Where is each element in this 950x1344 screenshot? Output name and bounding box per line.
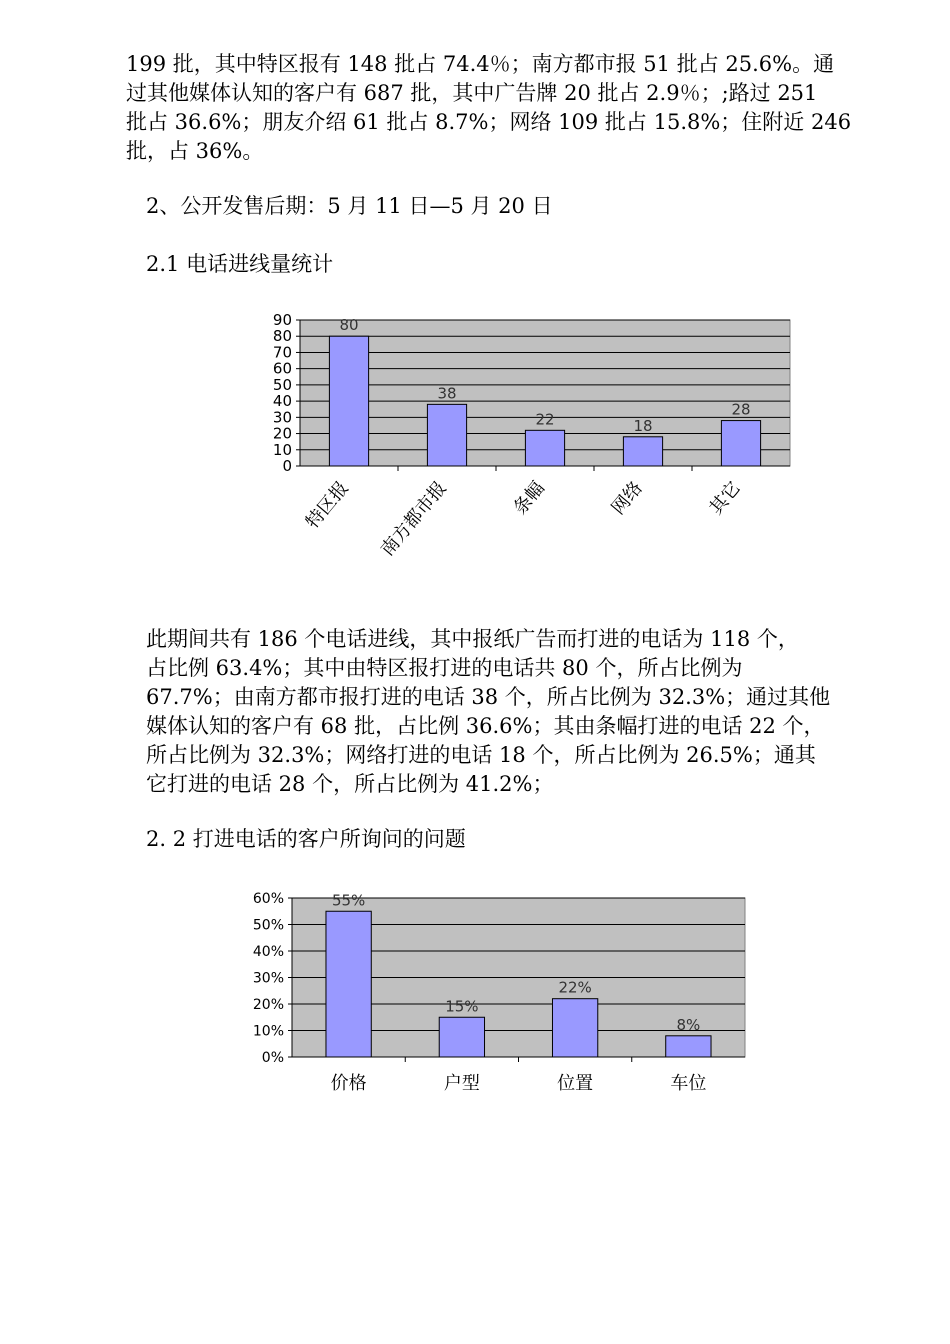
text-line: 过其他媒体认知的客户有 687 批，其中广告牌 20 批占 2.9％；;路过 251 bbox=[126, 81, 818, 105]
y-tick-label: 40 bbox=[272, 392, 292, 411]
data-label: 22% bbox=[558, 978, 592, 997]
call-volume-bar-chart bbox=[240, 300, 800, 590]
summary-paragraph bbox=[146, 625, 876, 799]
y-tick-label: 50 bbox=[272, 375, 292, 394]
bar bbox=[329, 336, 368, 466]
x-category-label: 其它 bbox=[705, 477, 745, 519]
data-label: 22 bbox=[535, 410, 555, 429]
y-tick-label: 60% bbox=[252, 891, 284, 907]
subheading-call-volume: 2.1 电话进线量统计 bbox=[146, 252, 334, 276]
y-tick-label: 30 bbox=[272, 408, 292, 427]
y-tick-label: 40% bbox=[252, 944, 284, 960]
data-label: 55% bbox=[331, 891, 366, 910]
text-line: 批占 36.6%；朋友介绍 61 批占 8.7%；网络 109 批占 15.8%；住附近 246 bbox=[126, 110, 852, 134]
y-tick-label: 90 bbox=[272, 311, 292, 329]
y-tick-label: 70 bbox=[272, 343, 292, 362]
text-line: 所占比例为 32.3%；网络打进的电话 18 个，所占比例为 26.5%；通其 bbox=[146, 743, 816, 767]
data-label: 8% bbox=[676, 1015, 701, 1034]
y-tick-label: 60 bbox=[272, 359, 292, 378]
text-line: 批，占 36%。 bbox=[126, 139, 264, 163]
section-heading: 2、公开发售后期：5 月 11 日—5 月 20 日 bbox=[146, 194, 553, 218]
text-line: 67.7%；由南方都市报打进的电话 38 个，所占比例为 32.3%；通过其他 bbox=[146, 685, 831, 709]
y-tick-label: 0 bbox=[282, 457, 292, 475]
bar bbox=[666, 1036, 711, 1057]
y-tick-label: 10 bbox=[272, 440, 292, 459]
data-label: 18 bbox=[633, 416, 653, 435]
y-tick-label: 0% bbox=[261, 1050, 284, 1066]
bar bbox=[427, 404, 466, 466]
y-tick-label: 80 bbox=[272, 327, 292, 346]
x-category-label: 价格 bbox=[330, 1073, 367, 1094]
intro-paragraph bbox=[126, 50, 876, 166]
text-line: 它打进的电话 28 个，所占比例为 41.2%； bbox=[146, 772, 554, 796]
x-category-label: 网络 bbox=[607, 477, 647, 519]
bar bbox=[326, 911, 371, 1057]
bar bbox=[721, 421, 760, 466]
y-tick-label: 20 bbox=[272, 424, 292, 443]
y-tick-label: 50% bbox=[252, 917, 284, 934]
customer-questions-bar-chart bbox=[230, 880, 770, 1100]
bar bbox=[623, 437, 662, 466]
y-tick-label: 30% bbox=[252, 970, 284, 987]
x-category-label: 南方都市报 bbox=[376, 477, 451, 561]
bar bbox=[552, 999, 597, 1057]
x-category-label: 条幅 bbox=[509, 477, 549, 519]
text-line: 媒体认知的客户有 68 批，占比例 36.6%；其由条幅打进的电话 22 个， bbox=[146, 714, 825, 738]
y-tick-label: 10% bbox=[252, 1023, 284, 1040]
text-line: 199 批，其中特区报有 148 批占 74.4％；南方都市报 51 批占 25.6%。通 bbox=[126, 52, 835, 76]
y-tick-label: 20% bbox=[252, 997, 284, 1013]
data-label: 15% bbox=[445, 997, 479, 1016]
text-line: 占比例 63.4%；其中由特区报打进的电话共 80 个，所占比例为 bbox=[146, 656, 743, 680]
text-line: 此期间共有 186 个电话进线，其中报纸广告而打进的电话为 118 个， bbox=[146, 627, 799, 651]
subheading-customer-questions: 2. 2 打进电话的客户所询问的问题 bbox=[146, 827, 466, 851]
bar bbox=[439, 1017, 484, 1057]
data-label: 28 bbox=[731, 400, 751, 419]
x-category-label: 位置 bbox=[557, 1073, 594, 1094]
data-label: 80 bbox=[339, 316, 359, 335]
x-category-label: 特区报 bbox=[302, 477, 353, 533]
x-category-label: 车位 bbox=[670, 1073, 707, 1094]
x-category-label: 户型 bbox=[443, 1073, 480, 1094]
bar bbox=[525, 430, 564, 466]
data-label: 38 bbox=[437, 384, 457, 403]
